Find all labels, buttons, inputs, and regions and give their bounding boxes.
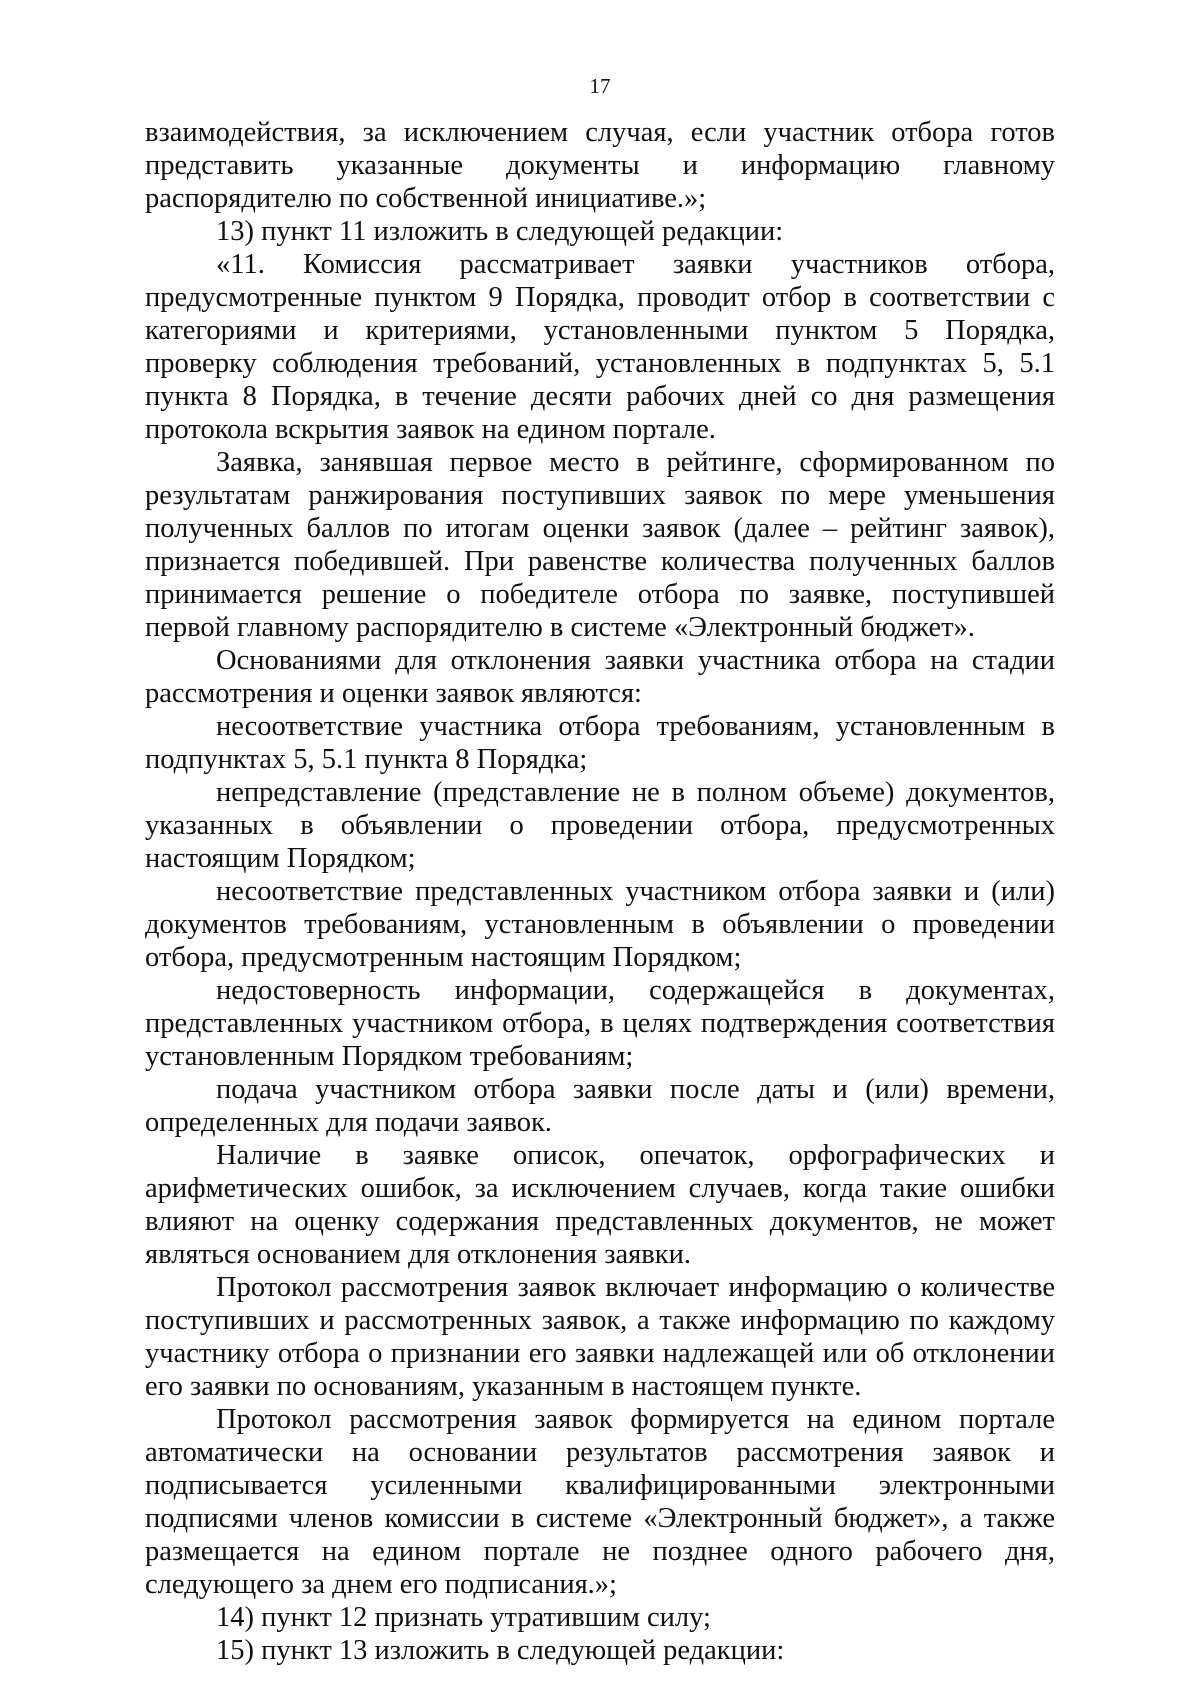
paragraph-2: «11. Комиссия рассматривает заявки участников отбора, предусмотренные пунктом 9 Порядка, проводит отбор в соответствии с категориями и критериями, установленными пунктом 5 Порядка, проверку соблюдения требований, установленных в подпунктах 5, 5.1 пункта 8 Порядка, в течение десяти рабочих дней со дня размещения протокола вскрытия заявок на едином портале.: [145, 249, 1055, 445]
paragraph-4: Основаниями для отклонения заявки участника отбора на стадии рассмотрения и оценки заявок являются:: [145, 645, 1055, 709]
paragraph-6: непредставление (представление не в полном объеме) документов, указанных в объявлении о проведении отбора, предусмотренных настоящим Порядком;: [145, 777, 1055, 874]
paragraph-9: подача участником отбора заявки после даты и (или) времени, определенных для подачи заявок.: [145, 1074, 1055, 1138]
paragraph-8: недостоверность информации, содержащейся в документах, представленных участником отбора, в целях подтверждения соответствия установленным Порядком требованиям;: [145, 975, 1055, 1072]
paragraph-10: Наличие в заявке описок, опечаток, орфографических и арифметических ошибок, за исключением случаев, когда такие ошибки влияют на оценку содержания представленных документов, не может являться основанием для отклонения заявки.: [145, 1140, 1055, 1270]
paragraph-12: Протокол рассмотрения заявок формируется на едином портале автоматически на основании результатов рассмотрения заявок и подписывается усиленными квалифицированными электронными подписями членов комиссии в системе «Электронный бюджет», а также размещается на едином портале не позднее одного рабочего дня, следующего за днем его подписания.»;: [145, 1404, 1055, 1600]
paragraph-3: Заявка, занявшая первое место в рейтинге, сформированном по результатам ранжирования поступивших заявок по мере уменьшения полученных баллов по итогам оценки заявок (далее – рейтинг заявок), признается победившей. При равенстве количества полученных баллов принимается решение о победителе отбора по заявке, поступившей первой главному распорядителю в системе «Электронный бюджет».: [145, 447, 1055, 643]
paragraph-0: взаимодействия, за исключением случая, если участник отбора готов представить указанные документы и информацию главному распорядителю по собственной инициативе.»;: [145, 117, 1055, 214]
page-number: 17: [589, 74, 611, 98]
paragraph-7: несоответствие представленных участником отбора заявки и (или) документов требованиям, установленным в объявлении о проведении отбора, предусмотренным настоящим Порядком;: [145, 876, 1055, 973]
paragraph-13: 14) пункт 12 признать утратившим силу;: [216, 1602, 711, 1633]
paragraph-11: Протокол рассмотрения заявок включает информацию о количестве поступивших и рассмотренных заявок, а также информацию по каждому участнику отбора о признании его заявки надлежащей или об отклонении его заявки по основаниям, указанным в настоящем пункте.: [145, 1272, 1055, 1402]
paragraph-1: 13) пункт 11 изложить в следующей редакции:: [216, 216, 784, 247]
paragraph-5: несоответствие участника отбора требованиям, установленным в подпунктах 5, 5.1 пункта 8 Порядка;: [145, 711, 1055, 775]
paragraph-14: 15) пункт 13 изложить в следующей редакции:: [216, 1635, 785, 1666]
document-body: [145, 116, 1055, 1667]
